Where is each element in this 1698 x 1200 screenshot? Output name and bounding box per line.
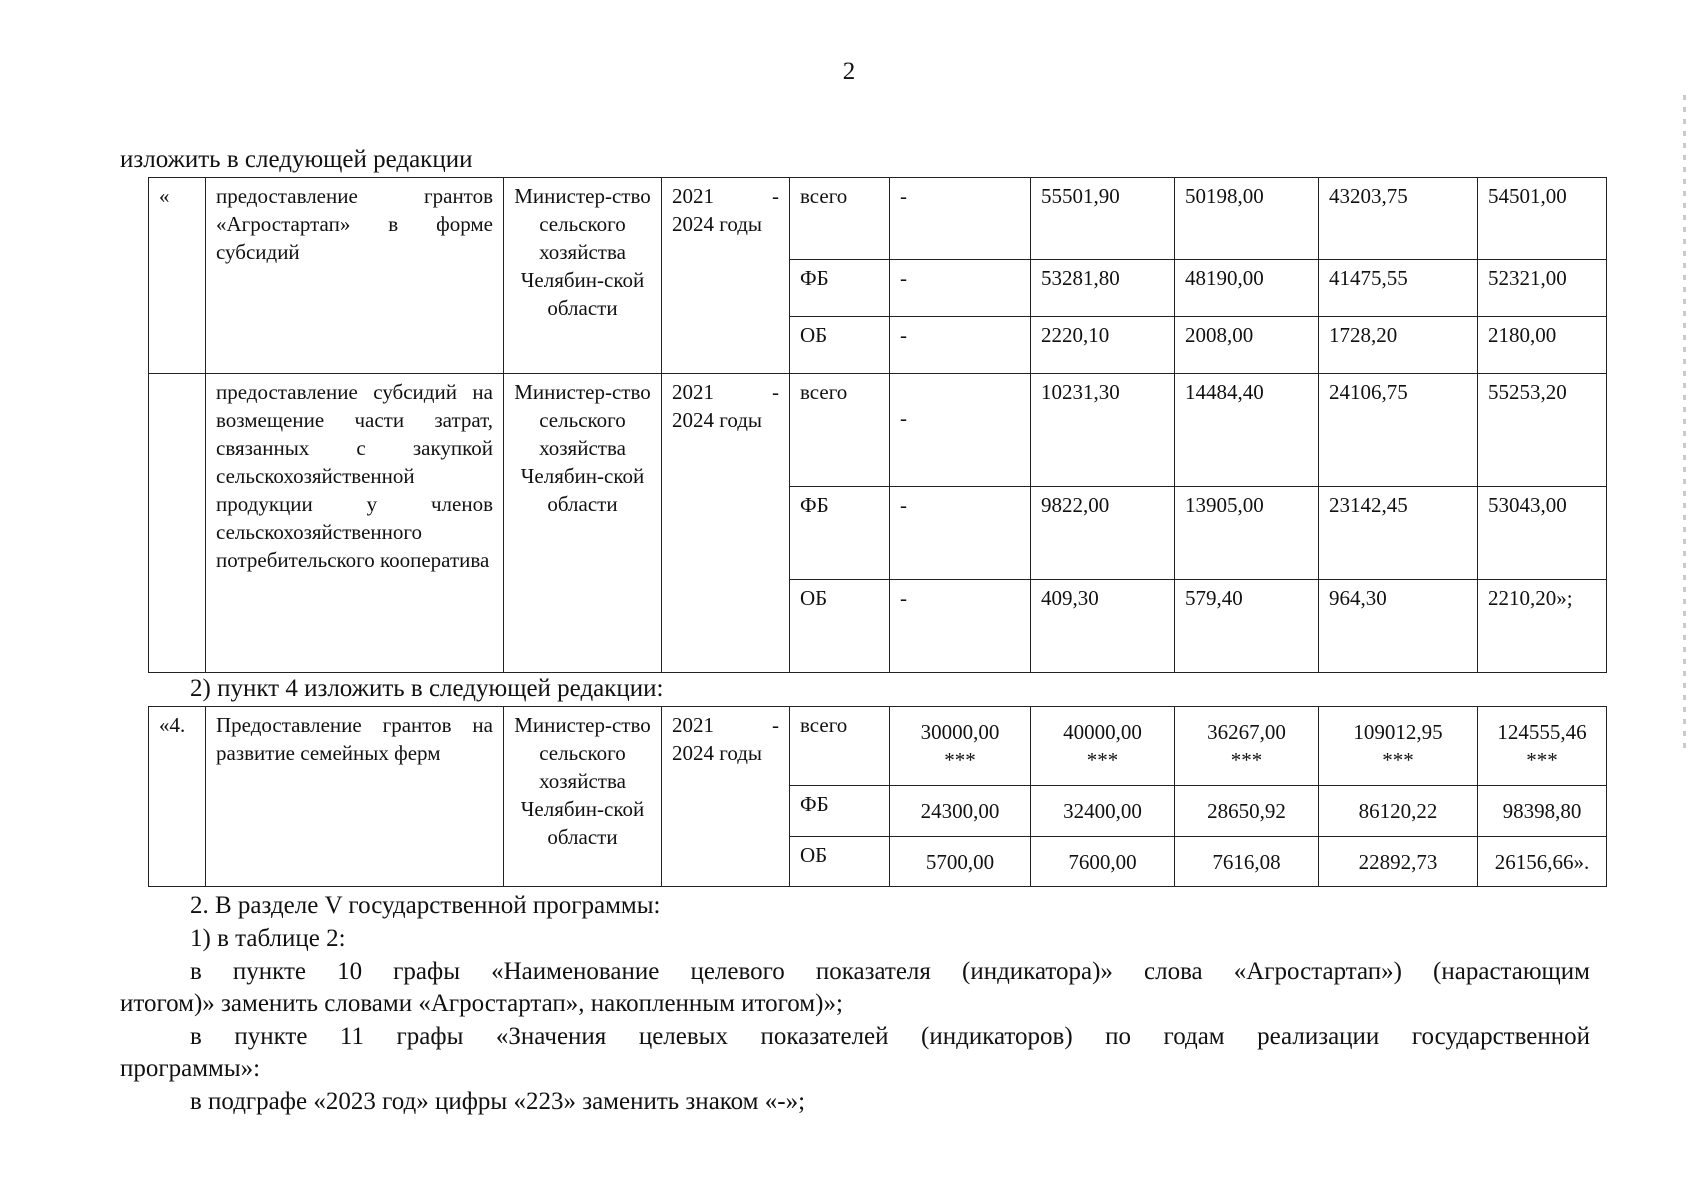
footnote-marker: *** — [1230, 748, 1263, 772]
value-cell — [1175, 707, 1319, 786]
intro-line: изложить в следующей редакции — [120, 146, 473, 173]
year-dash: - — [772, 380, 779, 404]
value-cell: 13905,00 — [1175, 487, 1319, 580]
value-cell: 86120,22 — [1319, 786, 1478, 837]
executor: Министер-ство сельского хозяйства Челябин-ской области — [504, 374, 662, 673]
value-cell: 1728,20 — [1319, 317, 1478, 374]
measure-name: Предоставление грантов на развитие семейных ферм — [206, 707, 504, 887]
value-cell: 7616,08 — [1175, 837, 1319, 887]
year-start: 2021 — [672, 713, 714, 737]
table-row — [149, 178, 1607, 260]
value-cell: 579,40 — [1175, 580, 1319, 673]
value-cell: 54501,00 — [1478, 178, 1607, 260]
years-cell — [662, 178, 790, 374]
value-cell: 55501,90 — [1031, 178, 1175, 260]
value-cell: 32400,00 — [1031, 786, 1175, 837]
page-number: 2 — [842, 58, 856, 85]
year-end: 2024 годы — [672, 408, 763, 432]
value-cell: 55253,20 — [1478, 374, 1607, 487]
row-number: «4. — [149, 707, 206, 887]
year-start: 2021 — [672, 380, 714, 404]
paragraph-table-2: 1) в таблице 2: — [190, 925, 346, 952]
value-cell: 2210,20»; — [1478, 580, 1607, 673]
value-cell: - — [890, 580, 1031, 673]
value-text: 40000,00 — [1063, 720, 1142, 744]
paragraph-item-11-line2: программы»: — [120, 1055, 261, 1082]
value-cell: 7600,00 — [1031, 837, 1175, 887]
value-cell — [1478, 707, 1607, 786]
paragraph-item-10-line2: итогом)» заменить словами «Агростартап», накопленным итогом)»; — [120, 990, 843, 1017]
budget-table-2 — [148, 706, 1607, 887]
value-cell: 26156,66». — [1478, 837, 1607, 887]
executor: Министер-ство сельского хозяйства Челябин-ской области — [504, 178, 662, 374]
source-label: ОБ — [790, 837, 890, 887]
margin-stamp-mark — [1683, 95, 1686, 755]
footnote-marker: *** — [1526, 748, 1558, 772]
value-cell: - — [890, 260, 1031, 317]
paragraph-item-10-line1: в пункте 10 графы «Наименование целевого показателя (индикатора)» слова «Агростартап») (нарастающим — [190, 958, 1590, 985]
value-cell: 43203,75 — [1319, 178, 1478, 260]
year-dash: - — [772, 713, 779, 737]
value-cell: 409,30 — [1031, 580, 1175, 673]
year-start: 2021 — [672, 184, 714, 208]
value-cell: 5700,00 — [890, 837, 1031, 887]
source-label: ОБ — [790, 580, 890, 673]
value-cell: 14484,40 — [1175, 374, 1319, 487]
year-end: 2024 годы — [672, 741, 763, 765]
value-cell: 9822,00 — [1031, 487, 1175, 580]
value-cell: 22892,73 — [1319, 837, 1478, 887]
value-cell: - — [890, 178, 1031, 260]
value-cell: 48190,00 — [1175, 260, 1319, 317]
value-cell: 24300,00 — [890, 786, 1031, 837]
year-end: 2024 годы — [672, 212, 763, 236]
value-cell — [1031, 707, 1175, 786]
value-cell: - — [890, 374, 1031, 487]
executor: Министер-ство сельского хозяйства Челябин-ской области — [504, 707, 662, 887]
row-number: « — [149, 178, 206, 374]
table-row — [149, 707, 1607, 786]
value-text: 30000,00 — [920, 720, 1000, 744]
value-cell: 23142,45 — [1319, 487, 1478, 580]
value-cell — [890, 707, 1031, 786]
footnote-marker: *** — [1382, 748, 1414, 772]
table-row — [149, 374, 1607, 487]
value-cell: 28650,92 — [1175, 786, 1319, 837]
footnote-marker: *** — [1086, 748, 1119, 772]
source-label: ФБ — [790, 260, 890, 317]
year-dash: - — [772, 184, 779, 208]
source-label: ОБ — [790, 317, 890, 374]
value-text: 109012,95 — [1353, 720, 1443, 744]
value-cell: 50198,00 — [1175, 178, 1319, 260]
value-cell: - — [890, 487, 1031, 580]
source-label: всего — [790, 374, 890, 487]
value-cell — [1319, 707, 1478, 786]
value-cell: 964,30 — [1319, 580, 1478, 673]
footnote-marker: *** — [944, 748, 976, 772]
years-cell — [662, 707, 790, 887]
value-cell: 2180,00 — [1478, 317, 1607, 374]
value-cell: - — [890, 317, 1031, 374]
years-cell — [662, 374, 790, 673]
paragraph-section-v: 2. В разделе V государственной программы: — [190, 892, 661, 919]
source-label: всего — [790, 178, 890, 260]
paragraph-item-11-line1: в пункте 11 графы «Значения целевых показателей (индикаторов) по годам реализации государственной — [190, 1023, 1590, 1050]
value-text: 124555,46 — [1497, 720, 1587, 744]
row-number — [149, 374, 206, 673]
measure-name: предоставление грантов «Агростартап» в форме субсидий — [206, 178, 504, 374]
value-cell: 2220,10 — [1031, 317, 1175, 374]
value-cell: 53281,80 — [1031, 260, 1175, 317]
paragraph-subcolumn-2023: в подграфе «2023 год» цифры «223» заменить знаком «-»; — [190, 1088, 806, 1115]
value-cell: 24106,75 — [1319, 374, 1478, 487]
value-cell: 52321,00 — [1478, 260, 1607, 317]
value-text: 36267,00 — [1207, 720, 1286, 744]
source-label: ФБ — [790, 786, 890, 837]
source-label: ФБ — [790, 487, 890, 580]
value-cell: 10231,30 — [1031, 374, 1175, 487]
budget-table-1 — [148, 177, 1607, 673]
item2-line: 2) пункт 4 изложить в следующей редакции: — [190, 675, 664, 702]
value-cell: 98398,80 — [1478, 786, 1607, 837]
source-label: всего — [790, 707, 890, 786]
measure-name: предоставление субсидий на возмещение части затрат, связанных с закупкой сельскохозяйственной продукции у членов сельскохозяйственного потребительского кооператива — [206, 374, 504, 673]
value-cell: 53043,00 — [1478, 487, 1607, 580]
value-cell: 41475,55 — [1319, 260, 1478, 317]
value-cell: 2008,00 — [1175, 317, 1319, 374]
